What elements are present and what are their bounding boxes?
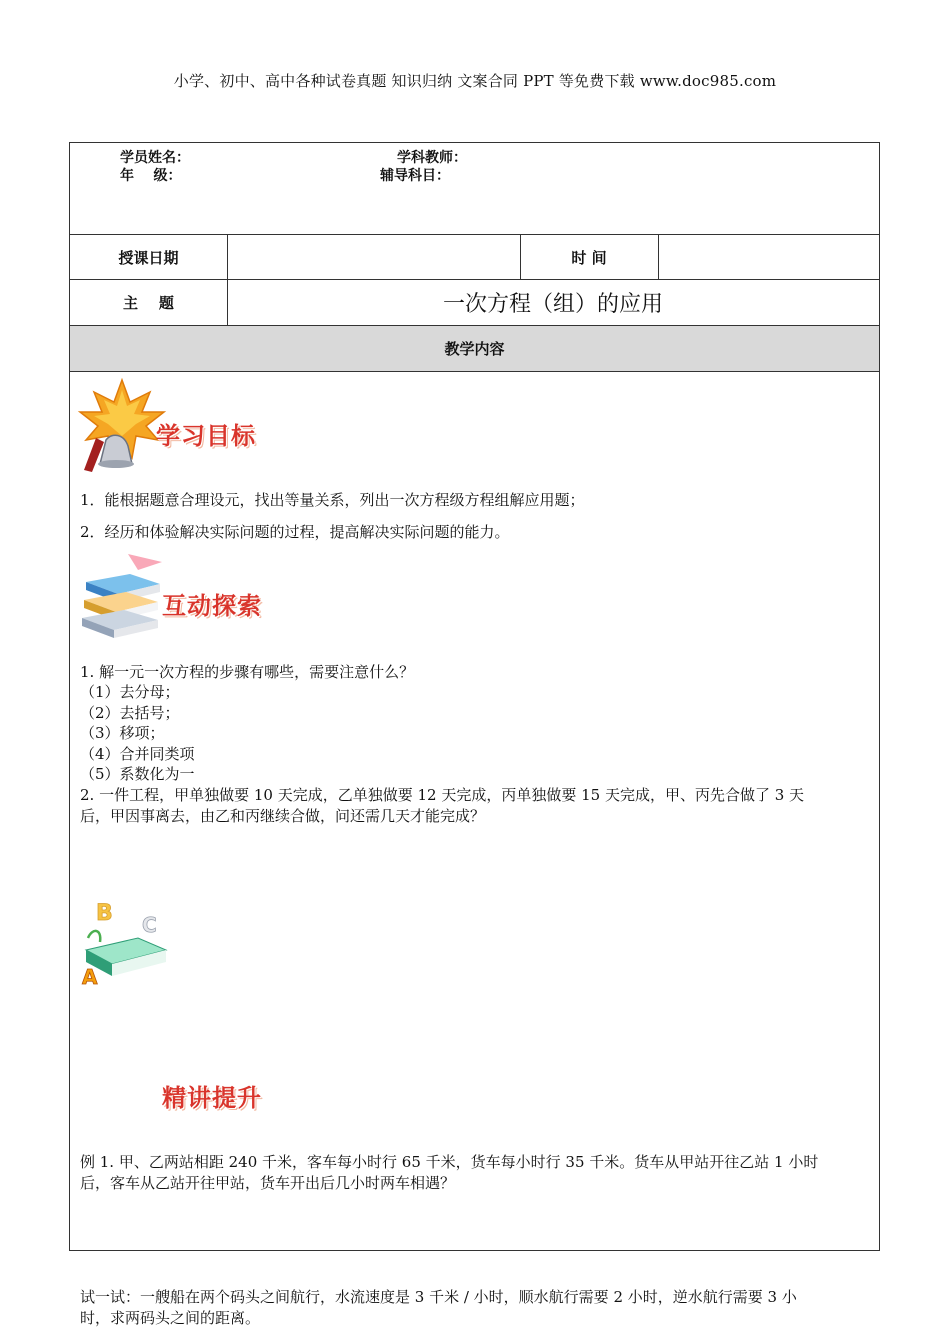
- teacher-label: 学科教师：: [397, 150, 467, 166]
- svg-text:A: A: [82, 965, 98, 988]
- section-title-explore: 互动探索: [162, 592, 262, 620]
- date-row: [70, 235, 879, 280]
- svg-text:C: C: [142, 913, 157, 937]
- goal-item-1: 1．能根据题意合理设元，找出等量关系，列出一次方程级方程组解应用题；: [80, 491, 585, 509]
- section-title-goals: 学习目标: [156, 422, 256, 450]
- time-label: 时 间: [571, 248, 607, 267]
- explore-question-1: 1. 解一元一次方程的步骤有哪些，需要注意什么？: [80, 663, 415, 681]
- solving-steps-list: [80, 682, 875, 785]
- divider: [658, 235, 659, 279]
- example-1-line2: 后，客车从乙站开往甲站，货车开出后几小时两车相遇？: [80, 1174, 456, 1192]
- step-item: （5）系数化为一: [80, 765, 195, 783]
- divider: [227, 235, 228, 279]
- lesson-table: [69, 142, 880, 1327]
- books-icon: [78, 552, 168, 642]
- try-it-line2: 时，求两码头之间的距离。: [80, 1309, 261, 1327]
- content-header-row: [70, 326, 879, 372]
- section-title-lecture: 精讲提升: [162, 1084, 262, 1112]
- topic-label: 主 题: [123, 294, 174, 312]
- step-item: （1）去分母；: [80, 683, 180, 701]
- abc-book-icon: [78, 898, 168, 988]
- example-1-line1: 例 1. 甲、乙两站相距 240 千米，客车每小时行 65 千米，货车每小时行 35 千米。货车从甲站开往乙站 1 小时: [80, 1153, 819, 1171]
- explore-question-2-line1: 2. 一件工程，甲单独做要 10 天完成，乙单独做要 12 天完成，丙单独做要 15 天完成，甲、丙先合做了 3 天: [80, 786, 805, 804]
- topic-value: 一次方程（组）的应用: [442, 292, 663, 317]
- svg-text:B: B: [96, 901, 113, 926]
- subject-label: 辅导科目：: [380, 168, 450, 184]
- topic-row: [70, 280, 879, 326]
- page-header: 小学、初中、高中各种试卷真题 知识归纳 文案合同 PPT 等免费下载 www.doc985.com: [173, 72, 777, 90]
- step-item: （4）合并同类项: [80, 744, 195, 763]
- student-name-label: 学员姓名：: [120, 150, 190, 166]
- content-header: 教学内容: [444, 340, 505, 358]
- step-item: （3）移项；: [80, 724, 165, 742]
- date-label: 授课日期: [118, 248, 179, 267]
- grade-label: 年 级：: [120, 168, 182, 184]
- step-item: （2）去括号；: [80, 703, 180, 722]
- maple-bell-icon: [76, 376, 168, 474]
- goal-item-2: 2．经历和体验解决实际问题的过程，提高解决实际问题的能力。: [80, 523, 510, 541]
- info-row: [70, 143, 879, 235]
- try-it-line1: 试一试：一艘船在两个码头之间航行，水流速度是 3 千米 / 小时，顺水航行需要 2 小时，逆水航行需要 3 小: [80, 1288, 797, 1306]
- explore-question-2-line2: 后，甲因事离去，由乙和丙继续合做，问还需几天才能完成？: [80, 807, 486, 825]
